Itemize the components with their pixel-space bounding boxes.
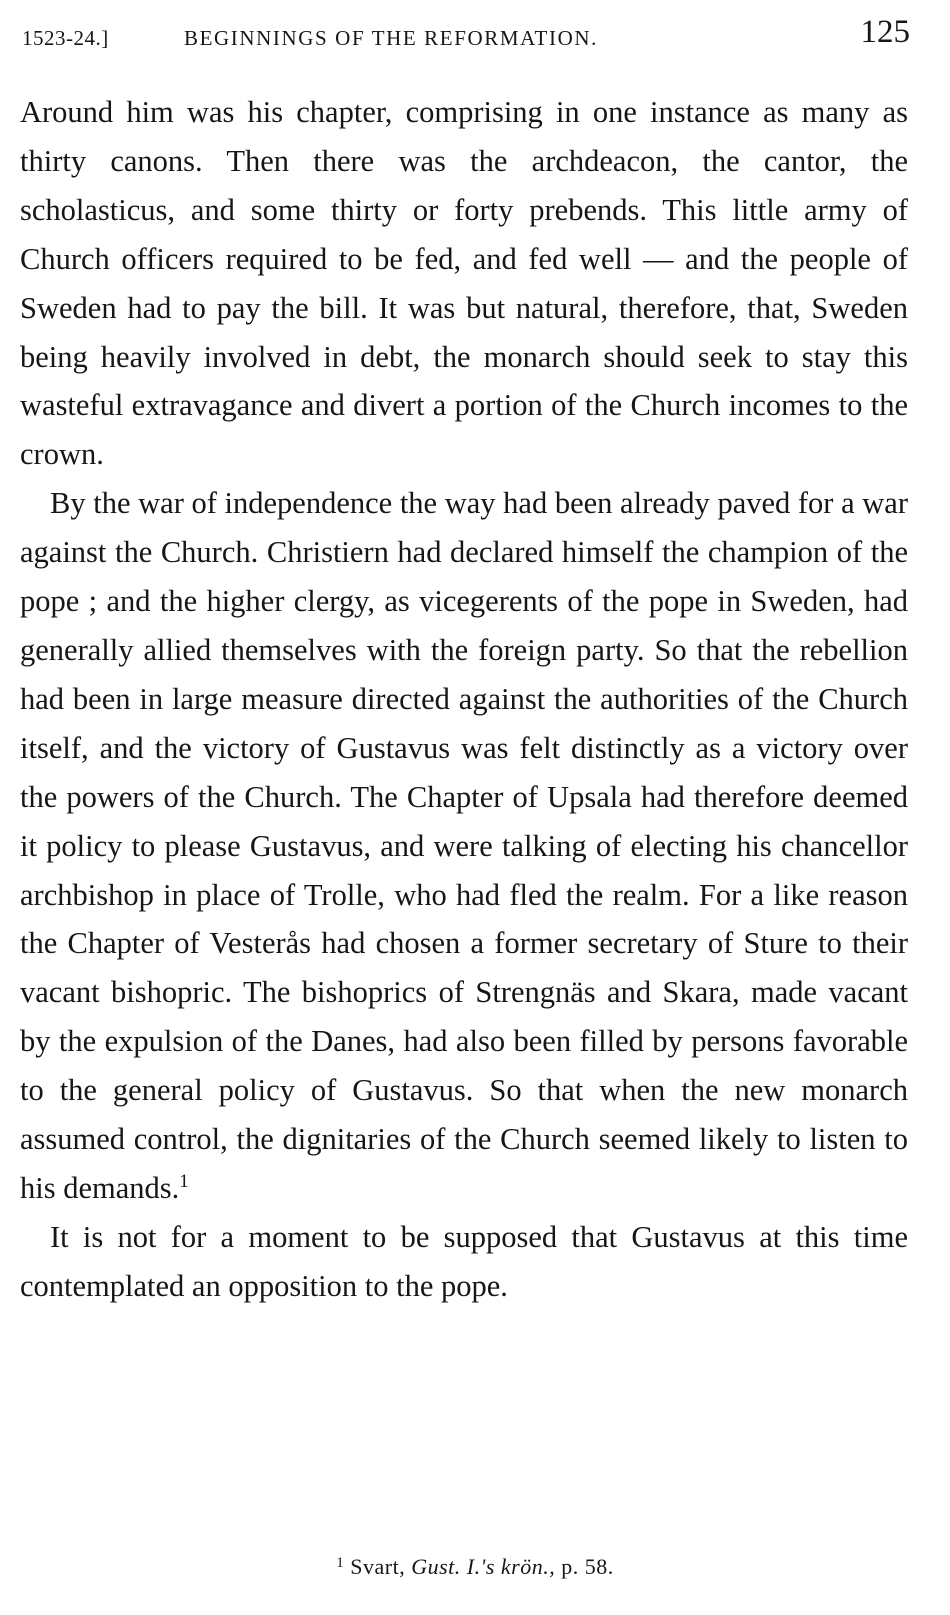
paragraph-2: [20, 479, 908, 1213]
paragraph-3-text: It is not for a moment to be supposed that Gustavus at this time contemplated an opposition to the pope.: [20, 1219, 908, 1303]
paragraph-1-text: Around him was his chapter, comprising in one instance as many as thirty canons. Then there was the archdeacon, the cantor, the scholasticus, and some thirty or forty prebends. This little army of Church officers required to be fed, and fed well — and the people of Sweden had to pay the bill. It was but natural, therefore, that, Sweden being heavily involved in debt, the monarch should seek to stay this wasteful extravagance and divert a portion of the Church incomes to the crown.: [20, 95, 908, 472]
footnote-author: Svart,: [350, 1554, 406, 1579]
paragraph-1: [20, 88, 908, 479]
footnote-marker: 1: [336, 1555, 345, 1571]
running-head: [22, 12, 910, 56]
page-number: 125: [860, 14, 910, 50]
footnote: [0, 1554, 950, 1580]
paragraph-2-text: By the war of independence the way had been already paved for a war against the Church. Christiern had declared himself the champion of the pope ; and the higher clergy, as vicegerents of the pope in Sweden, had generally allied themselves with the foreign party. So that the rebellion had been in large measure directed against the authorities of the Church itself, and the victory of Gustavus was felt distinctly as a victory over the powers of the Church. The Chapter of Upsala had therefore deemed it policy to please Gustavus, and were talking of electing his chancellor archbishop in place of Trolle, who had fled the realm. For a like reason the Chapter of Vesterås had chosen a former secretary of Sture to their vacant bishopric. The bishoprics of Strengnäs and Skara, made vacant by the expulsion of the Danes, had also been filled by persons favorable to the general policy of Gustavus. So that when the new monarch assumed control, the dignitaries of the Church seemed likely to listen to his demands.: [20, 486, 908, 1205]
paragraph-3: [20, 1213, 908, 1311]
footnote-page: p. 58.: [561, 1554, 614, 1579]
running-head-dates: 1523-24.]: [22, 26, 109, 50]
running-head-title: BEGINNINGS OF THE REFORMATION.: [184, 26, 598, 50]
body-text: [20, 88, 908, 1311]
footnote-work-title: Gust. I.'s krön.,: [411, 1554, 556, 1579]
footnote-reference: 1: [179, 1170, 189, 1192]
